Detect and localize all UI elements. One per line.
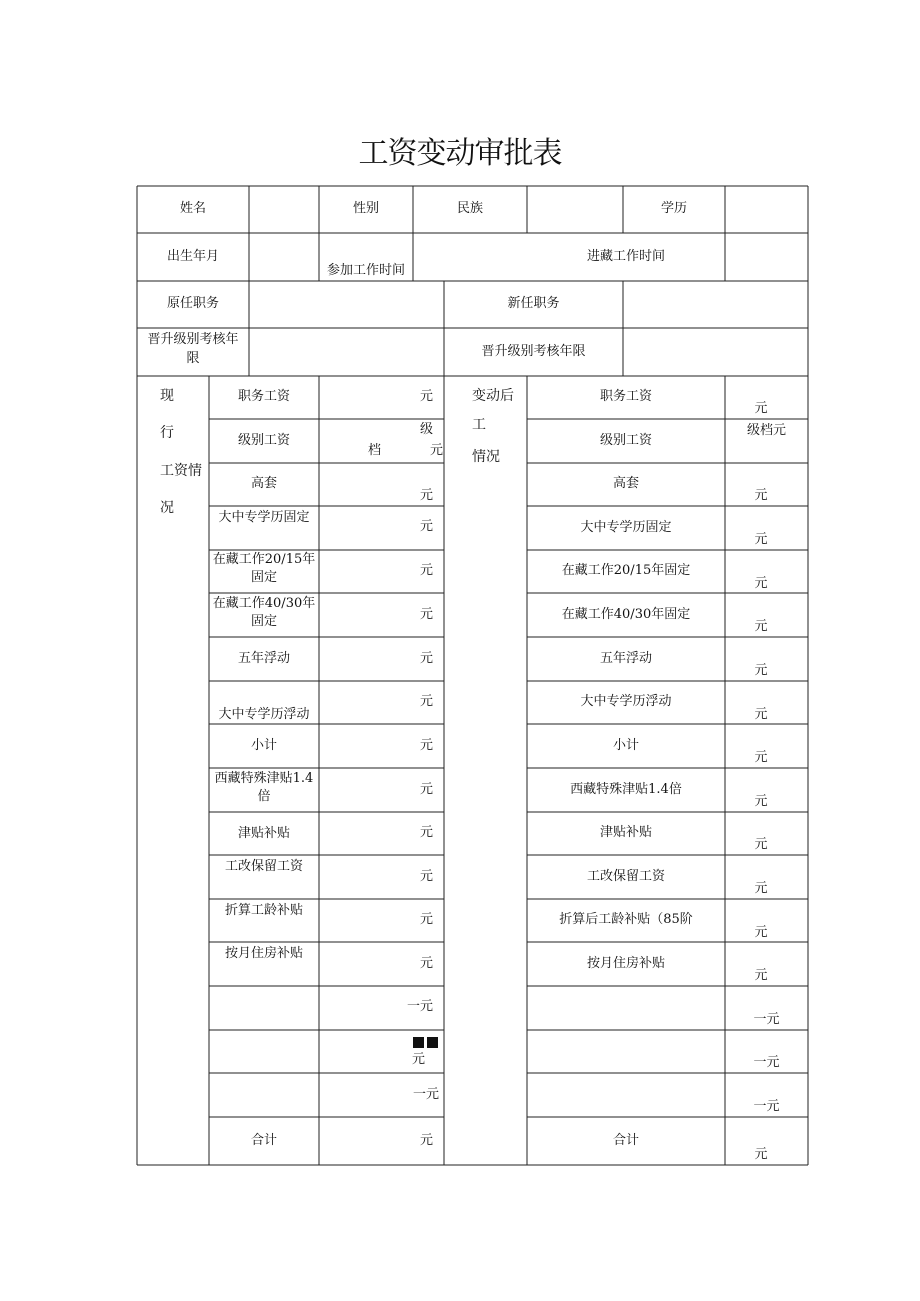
left-unit: 元 <box>419 651 433 666</box>
left-unit: 元 <box>419 694 433 709</box>
right-item: 工改保留工资 <box>586 869 665 884</box>
right-section-label-3: 情况 <box>472 449 500 465</box>
right-unit: 元 <box>754 576 768 591</box>
right-unit: 元 <box>754 619 768 634</box>
left-unit: 元 <box>419 488 433 503</box>
left-item: 折算工龄补贴 <box>224 903 303 918</box>
right-unit: 元 <box>754 707 768 722</box>
black-square-mark <box>427 1037 438 1048</box>
label-promo-left-1: 晋升级别考核年 <box>147 332 239 347</box>
label-education: 学历 <box>660 201 687 216</box>
right-unit: 元 <box>754 532 768 547</box>
left-section-label-2: 行 <box>160 425 174 441</box>
right-unit: 元 <box>754 837 768 852</box>
left-item: 小计 <box>250 738 277 753</box>
left-item: 五年浮动 <box>237 651 290 666</box>
left-unit: 元 <box>419 825 433 840</box>
right-unit: 元 <box>754 1147 768 1162</box>
left-item: 在藏工作40/30年 <box>212 596 316 611</box>
right-unit: 元 <box>754 794 768 809</box>
right-unit: 元 <box>754 881 768 896</box>
left-item: 大中专学历固定 <box>218 510 310 525</box>
right-item: 高套 <box>612 476 639 491</box>
left-unit: 元 <box>419 1133 433 1148</box>
right-unit-dash: 一元 <box>753 1055 780 1070</box>
right-unit: 元 <box>754 925 768 940</box>
label-gender: 性别 <box>352 201 379 216</box>
right-unit-dash: 一元 <box>753 1012 780 1027</box>
right-item: 在藏工作40/30年固定 <box>561 607 691 622</box>
left-unit: 元 <box>429 443 443 458</box>
left-unit-dang: 档 <box>368 443 382 458</box>
left-section-label-1: 现 <box>160 388 174 404</box>
left-unit: 元 <box>419 563 433 578</box>
left-unit: 元 <box>419 869 433 884</box>
right-item: 在藏工作20/15年固定 <box>561 563 691 578</box>
left-unit: 元 <box>419 956 433 971</box>
right-item: 津贴补贴 <box>599 825 652 840</box>
left-section-label-3: 工资情 <box>160 463 202 479</box>
right-item: 五年浮动 <box>599 651 652 666</box>
black-square-mark <box>413 1037 424 1048</box>
left-item: 高套 <box>250 476 277 491</box>
right-item: 折算后工龄补贴（85阶 <box>559 912 693 927</box>
left-item: 级别工资 <box>237 433 290 448</box>
right-unit: 元 <box>754 488 768 503</box>
right-unit: 元 <box>754 750 768 765</box>
label-new-post: 新任职务 <box>507 296 560 311</box>
left-item: 固定 <box>250 614 277 629</box>
left-unit: 元 <box>419 389 433 404</box>
right-unit-jidang: 级档元 <box>746 423 786 438</box>
left-section-label-4: 况 <box>160 500 174 516</box>
right-item: 大中专学历浮动 <box>580 694 672 709</box>
right-item: 职务工资 <box>599 389 652 404</box>
right-section-label-1: 变动后 <box>472 388 514 404</box>
page-title: 工资变动审批表 <box>358 136 562 171</box>
right-item: 西藏特殊津贴1.4倍 <box>570 782 682 797</box>
label-promo-right: 晋升级别考核年限 <box>481 344 586 359</box>
label-old-post: 原任职务 <box>166 296 219 311</box>
left-item: 工改保留工资 <box>224 859 303 874</box>
right-unit-dash: 一元 <box>753 1099 780 1114</box>
left-item: 西藏特殊津贴1.4 <box>214 771 314 786</box>
left-unit: 元 <box>419 912 433 927</box>
right-item: 大中专学历固定 <box>580 520 672 535</box>
label-ethnicity: 民族 <box>456 201 483 216</box>
left-unit-dash: 一元 <box>406 999 433 1014</box>
left-item: 津贴补贴 <box>237 826 290 841</box>
right-item: 合计 <box>612 1133 639 1148</box>
left-item: 合计 <box>250 1133 277 1148</box>
left-item: 固定 <box>250 570 277 585</box>
right-section-label-2: 工 <box>472 417 486 433</box>
left-unit-ji: 级 <box>419 422 433 437</box>
label-work-start: 参加工作时间 <box>326 263 405 278</box>
left-unit: 元 <box>411 1052 425 1067</box>
left-item: 大中专学历浮动 <box>218 707 310 722</box>
label-name: 姓名 <box>179 201 206 216</box>
right-item: 级别工资 <box>599 433 652 448</box>
left-unit: 元 <box>419 519 433 534</box>
left-item: 按月住房补贴 <box>224 946 303 961</box>
left-item: 职务工资 <box>237 389 290 404</box>
left-unit: 元 <box>419 738 433 753</box>
left-unit: 元 <box>419 607 433 622</box>
label-birth: 出生年月 <box>166 249 219 264</box>
right-unit: 元 <box>754 968 768 983</box>
left-item: 倍 <box>257 789 271 804</box>
left-item: 在藏工作20/15年 <box>212 552 316 567</box>
right-unit: 元 <box>754 663 768 678</box>
label-tibet-start: 进藏工作时间 <box>586 249 665 264</box>
right-unit: 元 <box>754 401 768 416</box>
label-promo-left-2: 限 <box>186 351 200 366</box>
left-unit: 元 <box>419 782 433 797</box>
left-unit-dash: 一元 <box>412 1087 439 1102</box>
right-item: 按月住房补贴 <box>586 956 665 971</box>
right-item: 小计 <box>612 738 639 753</box>
